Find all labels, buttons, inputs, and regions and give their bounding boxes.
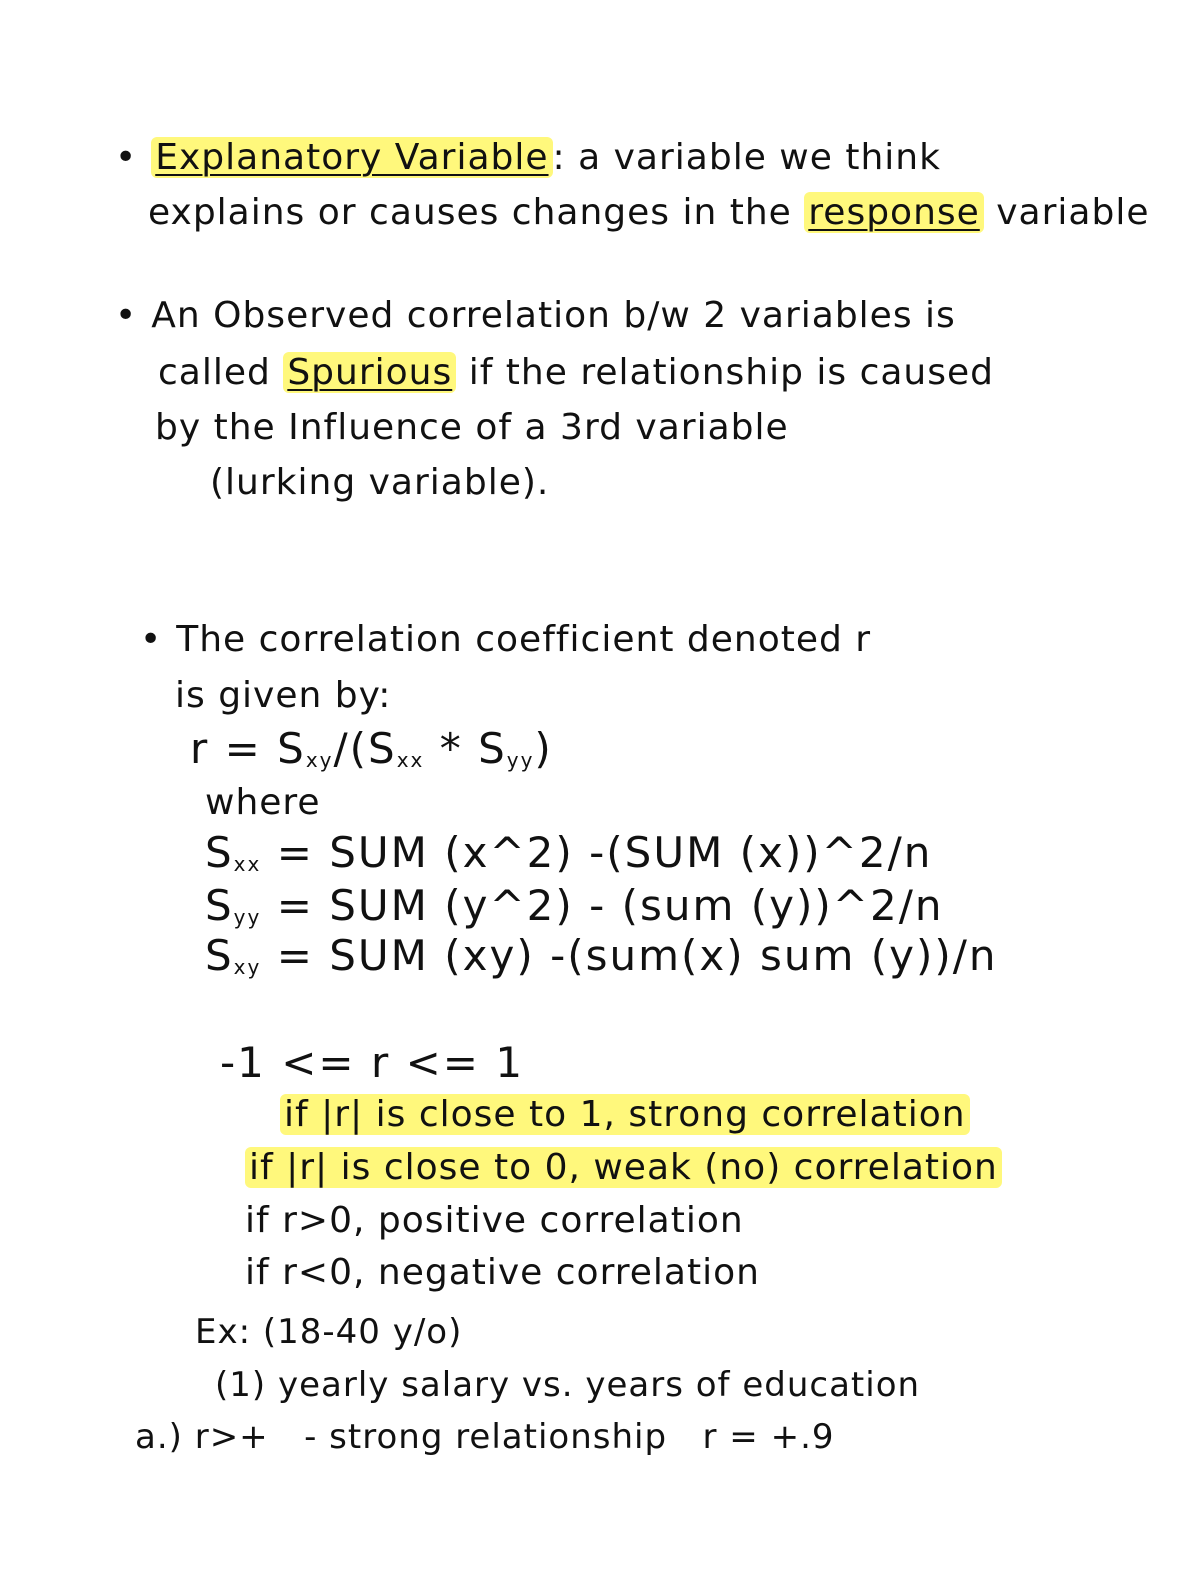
subscript: xx [396,748,425,772]
r-range [220,1038,525,1087]
rule-text: if |r| is close to 0, weak (no) correlation [245,1147,1002,1188]
spurious-line-4 [210,462,550,503]
rule-text: if r>0, positive correlation [245,1200,744,1241]
formula-part: r = S [190,724,306,773]
formula-part: = SUM (xy) -(sum(x) sum (y))/n [276,931,998,980]
example-label [195,1312,463,1352]
formula-part: = SUM (x^2) -(SUM (x))^2/n [276,828,933,877]
rule-negative [245,1252,760,1293]
formula-part: S [205,931,234,980]
rule-positive [245,1200,744,1241]
formula-part: /(S [333,724,397,773]
rule-text: if r<0, negative correlation [245,1252,760,1293]
formula-syy [205,881,944,930]
rule-strong [280,1094,970,1135]
formula-part: * S [424,724,507,773]
formula-part: = SUM (y^2) - (sum (y))^2/n [276,881,944,930]
example-item-1a [135,1417,835,1457]
example-text: (1) yearly salary vs. years of education [215,1365,921,1405]
subscript: xy [305,748,334,772]
term-spurious: Spurious [283,352,456,393]
subscript: yy [506,748,535,772]
definition-text: called [158,352,271,393]
example-prefix: a.) r>+ [135,1417,269,1457]
subscript: yy [233,905,262,929]
formula-sxy [205,931,998,980]
formula-part: ) [534,724,553,773]
explanatory-variable-line-1 [115,137,941,178]
definition-text: (lurking variable). [210,462,550,503]
subscript: xy [233,955,262,979]
bullet: • [115,137,138,178]
colon: : [552,137,566,178]
formula-sxx [205,828,933,877]
example-value: r = +.9 [702,1417,835,1457]
explanatory-variable-line-2 [148,192,1150,233]
bullet: • [140,619,163,660]
formula-r [190,724,553,773]
definition-text: if the relationship is caused [468,352,995,393]
bullet: • [115,295,138,336]
definition-text: by the Influence of a 3rd variable [155,407,789,448]
term-response: response [804,192,984,233]
definition-text: is given by: [175,675,392,716]
example-text: Ex: (18-40 y/o) [195,1312,463,1352]
correlation-coefficient-line-1 [140,619,872,660]
correlation-coefficient-line-2 [175,675,392,716]
definition-text: The correlation coefficient denoted r [176,619,872,660]
definition-text: a variable we think [578,137,941,178]
formula-part: S [205,828,234,877]
rule-text: if |r| is close to 1, strong correlation [280,1094,970,1135]
rule-weak [245,1147,1002,1188]
spurious-line-1 [115,295,956,336]
definition-text: explains or causes changes in the [148,192,792,233]
term-explanatory-variable: Explanatory Variable [151,137,552,178]
spurious-line-2 [158,352,995,393]
where-text: where [205,782,321,823]
where-label [205,782,321,823]
formula-part: S [205,881,234,930]
example-item-1 [215,1365,921,1405]
spurious-line-3 [155,407,789,448]
definition-text: An Observed correlation b/w 2 variables is [151,295,956,336]
range-text: -1 <= r <= 1 [220,1038,525,1087]
example-text: - strong relationship [304,1417,668,1457]
subscript: xx [233,852,262,876]
definition-text: variable [996,192,1150,233]
